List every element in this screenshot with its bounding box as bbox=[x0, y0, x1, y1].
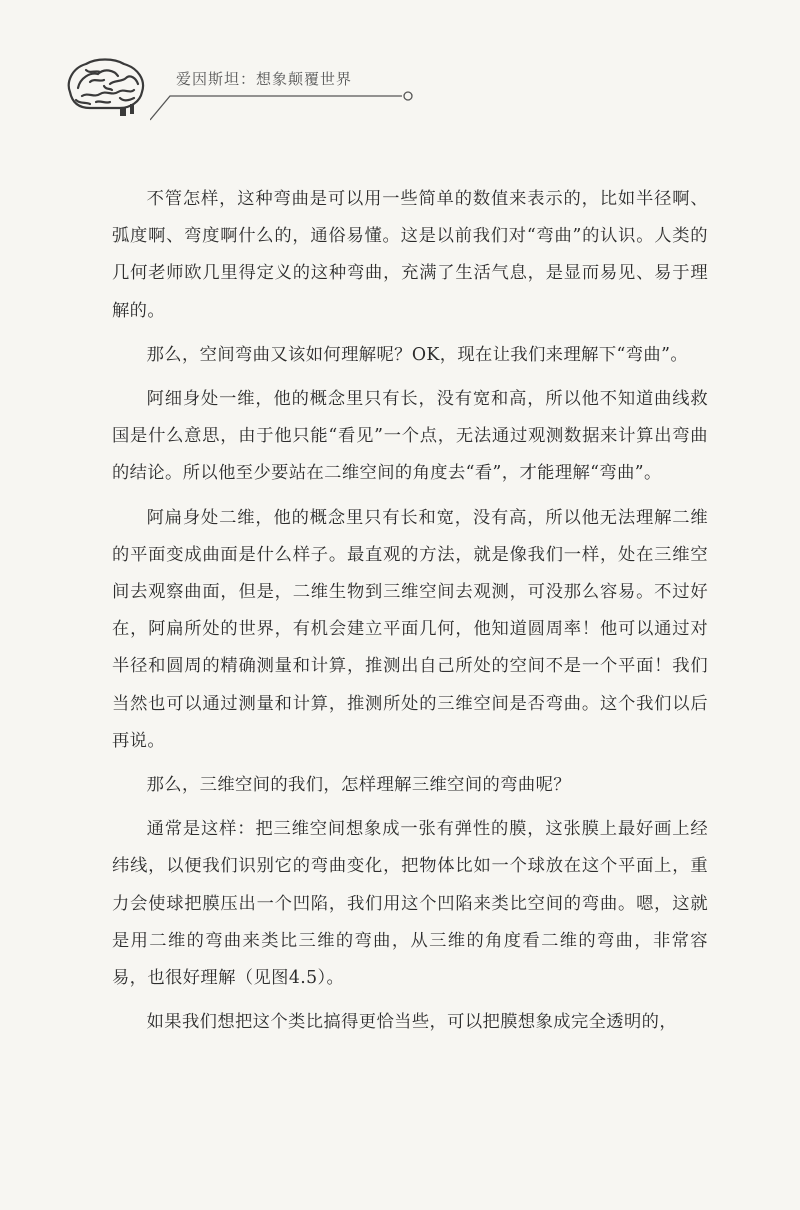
brain-icon bbox=[60, 52, 152, 118]
paragraph: 阿细身处一维，他的概念里只有长，没有宽和高，所以他不知道曲线救国是什么意思，由于他只能“看见”一个点，无法通过观测数据来计算出弯曲的结论。所以他至少要站在二维空间的角度去“看”，才能理解“弯曲”。 bbox=[112, 389, 708, 484]
paragraph: 通常是这样：把三维空间想象成一张有弹性的膜，这张膜上最好画上经纬线，以便我们识别它的弯曲变化，把物体比如一个球放在这个平面上，重力会使球把膜压出一个凹陷，我们用这个凹陷来类比空间的弯曲。嗯，这就是用二维的弯曲来类比三维的弯曲，从三维的角度看二维的弯曲，非常容易，也很好理解（见图4.5）。 bbox=[112, 819, 708, 989]
paragraph: 那么，三维空间的我们，怎样理解三维空间的弯曲呢？ bbox=[146, 775, 571, 796]
header-title: 爱因斯坦：想象颠覆世界 bbox=[176, 70, 353, 88]
body-text bbox=[112, 181, 708, 1048]
running-header bbox=[60, 52, 380, 122]
paragraph: 那么，空间弯曲又该如何理解呢？OK，现在让我们来理解下“弯曲”。 bbox=[146, 344, 689, 365]
paragraph: 不管怎样，这种弯曲是可以用一些简单的数值来表示的，比如半径啊、弧度啊、弯度啊什么的，通俗易懂。这是以前我们对“弯曲”的认识。人类的几何老师欧几里得定义的这种弯曲，充满了生活气息，是显而易见、易于理解的。 bbox=[112, 189, 708, 321]
paragraph: 阿扁身处二维，他的概念里只有长和宽，没有高，所以他无法理解二维的平面变成曲面是什么样子。最直观的方法，就是像我们一样，处在三维空间去观察曲面，但是，二维生物到三维空间去观测，可没那么容易。不过好在，阿扁所处的世界，有机会建立平面几何，他知道圆周率！他可以通过对半径和圆周的精确测量和计算，推测出自己所处的空间不是一个平面！我们当然也可以通过测量和计算，推测所处的三维空间是否弯曲。这个我们以后再说。 bbox=[112, 507, 708, 751]
paragraph: 如果我们想把这个类比搞得更恰当些，可以把膜想象成完全透明的， bbox=[146, 1012, 678, 1033]
